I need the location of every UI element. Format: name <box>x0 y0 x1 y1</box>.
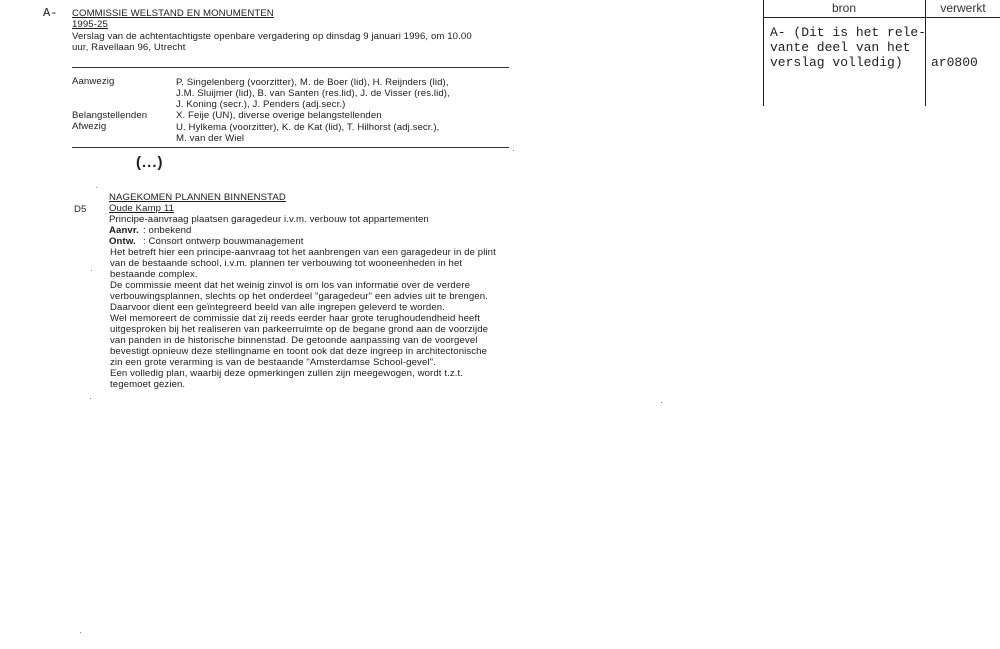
body-line: tegemoet gezien. <box>110 379 186 390</box>
scan-speck <box>96 187 97 188</box>
aanwezig-label: Aanwezig <box>72 76 115 87</box>
body-line: bevestigt opnieuw deze stellingname en toont ook dat deze ingreep in architectonische <box>110 346 488 357</box>
scan-speck <box>513 150 514 151</box>
scan-speck <box>91 270 92 271</box>
body-line: De commissie meent dat het weinig zinvol is om los van informatie over de verdere <box>110 280 471 291</box>
scan-speck <box>90 398 91 399</box>
body-line: verbouwingsplannen, slechts op het onderdeel "garagedeur" een advies uit te brengen. <box>110 291 488 302</box>
omitted-ellipsis: (...) <box>136 154 164 171</box>
ontwerper-label: Ontw. <box>109 236 136 247</box>
bron-note-line-1: A- (Dit is het rele- <box>770 25 927 40</box>
item-code: D5 <box>74 204 87 215</box>
aanvrager-label: Aanvr. <box>109 225 139 236</box>
scan-speck <box>80 632 81 633</box>
document-number: 1995-25 <box>72 19 108 30</box>
aanwezig-line-3: J. Koning (secr.), J. Penders (adj.secr.) <box>176 99 346 110</box>
scan-speck <box>661 402 662 403</box>
body-line: van panden in de historische binnenstad. De getoonde aanpassing van de voorgevel <box>110 335 478 346</box>
bron-note-line-2: vante deel van het <box>770 40 911 55</box>
aanwezig-line-2: J.M. Sluijmer (lid), B. van Santen (res.lid), J. de Visser (res.lid), <box>176 88 450 99</box>
body-line: Het betreft hier een principe-aanvraag tot het aanbrengen van een garagedeur in de plint <box>110 247 496 258</box>
aanwezig-line-1: P. Singelenberg (voorzitter), M. de Boer (lid), H. Reijnders (lid), <box>176 77 449 88</box>
intro-line-2: uur, Ravellaan 96, Utrecht <box>72 42 186 53</box>
aanvrager-value: : onbekend <box>143 225 192 236</box>
intro-line-1: Verslag van de achtentachtigste openbare vergadering op dinsdag 9 januari 1996, om 10.00 <box>72 31 472 42</box>
body-line: Wel memoreert de commissie dat zij reeds eerder haar grote terughoudendheid heeft <box>110 313 481 324</box>
attendance-rule <box>72 147 509 148</box>
body-line: Daarvoor dient een geïntegreerd beeld van alle ingrepen geleverd te worden. <box>110 302 445 313</box>
verwerkt-code: ar0800 <box>931 55 978 70</box>
body-line: bestaande complex. <box>110 269 198 280</box>
item-address: Oude Kamp 11 <box>109 203 175 214</box>
item-subject: Principe-aanvraag plaatsen garagedeur i.v.m. verbouw tot appartementen <box>109 214 429 225</box>
afwezig-label: Afwezig <box>72 121 107 132</box>
margin-mark: A- <box>43 6 58 20</box>
body-line: Een volledig plan, waarbij deze opmerkingen zullen zijn meegewogen, wordt t.z.t. <box>110 368 464 379</box>
afwezig-line-1: U. Hylkema (voorzitter), K. de Kat (lid), T. Hilhorst (adj.secr.), <box>176 122 440 133</box>
verwerkt-header: verwerkt <box>940 1 986 15</box>
section-title: NAGEKOMEN PLANNEN BINNENSTAD <box>109 192 286 203</box>
body-line: van de bestaande school, i.v.m. plannen ter verbouwing tot wooneenheden in het <box>110 258 463 269</box>
bron-header: bron <box>831 1 857 15</box>
body-line: uitgesproken bij het realiseren van parkeerruimte op de begane grond aan de voorzijde <box>110 324 489 335</box>
table-border-left <box>763 0 764 106</box>
belangstellenden-label: Belangstellenden <box>72 110 148 121</box>
document-title: COMMISSIE WELSTAND EN MONUMENTEN <box>72 8 274 19</box>
table-header-rule <box>763 17 1000 18</box>
belangstellenden-line: X. Feije (UN), diverse overige belangstellenden <box>176 110 382 121</box>
bron-note-line-3: verslag volledig) <box>770 55 903 70</box>
body-line: zin een grote verarming is van de bestaande "Amsterdamse School-gevel". <box>110 357 436 368</box>
table-divider <box>925 0 926 106</box>
ontwerper-value: : Consort ontwerp bouwmanagement <box>143 236 304 247</box>
afwezig-line-2: M. van der Wiel <box>176 133 245 144</box>
top-rule <box>72 67 509 68</box>
